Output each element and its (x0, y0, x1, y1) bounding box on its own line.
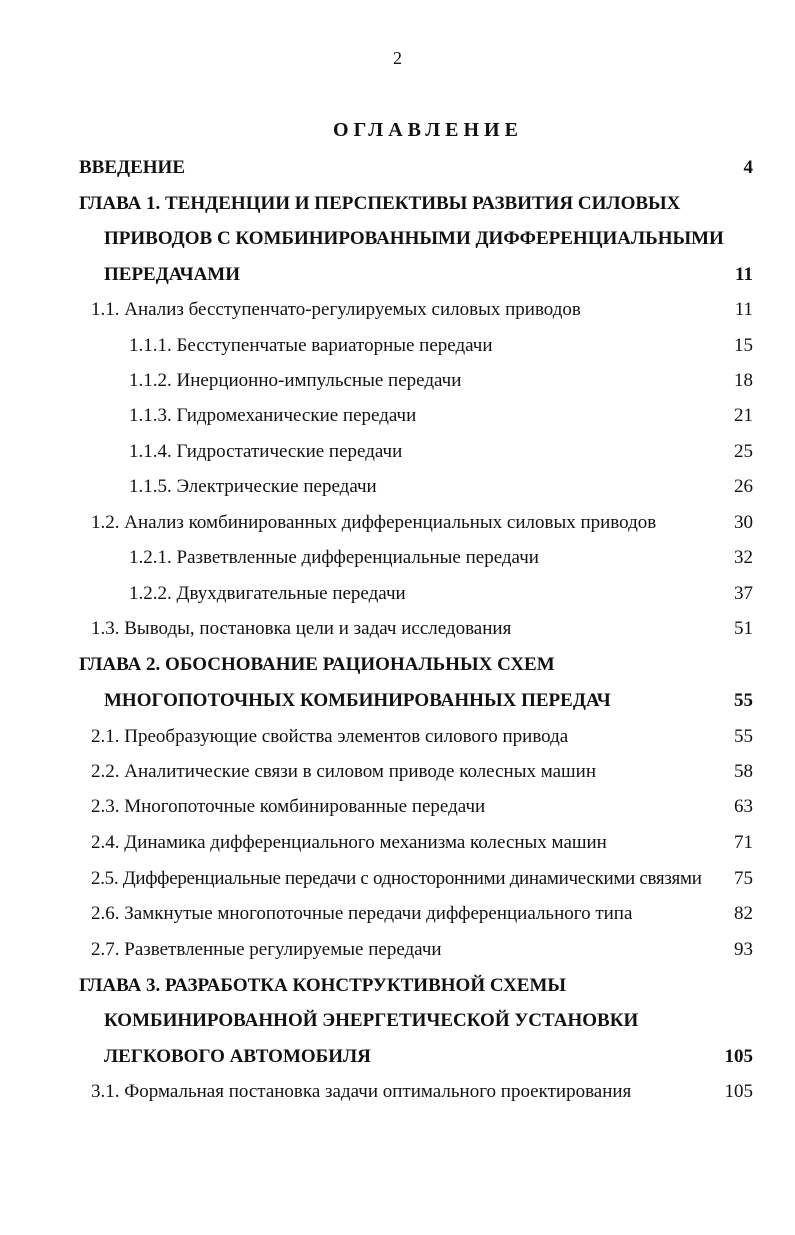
toc-s2-3-title[interactable]: 2.3. Многопоточные комбинированные передачи (91, 796, 486, 817)
toc-ch2-line2[interactable]: МНОГОПОТОЧНЫХ КОМБИНИРОВАННЫХ ПЕРЕДАЧ (104, 690, 611, 711)
toc-s2-2-title[interactable]: 2.2. Аналитические связи в силовом приводе колесных машин (91, 761, 597, 782)
toc-s1-2-page: 30 (734, 512, 753, 533)
toc-ch1-line2[interactable]: ПРИВОДОВ С КОМБИНИРОВАННЫМИ ДИФФЕРЕНЦИАЛЬНЫМИ (104, 228, 724, 249)
toc-ch2-page: 55 (734, 690, 753, 711)
toc-s2-2-page: 58 (734, 761, 753, 782)
toc-s1-2-1-page: 32 (734, 547, 753, 568)
toc-s2-6-page: 82 (734, 903, 753, 924)
toc-s2-7-title[interactable]: 2.7. Разветвленные регулируемые передачи (91, 939, 442, 960)
toc-s2-5-page: 75 (734, 868, 753, 889)
toc-s2-3-page: 63 (734, 796, 753, 817)
toc-s1-1-5-title[interactable]: 1.1.5. Электрические передачи (129, 476, 377, 497)
toc-s1-2-title[interactable]: 1.2. Анализ комбинированных дифференциальных силовых приводов (91, 512, 657, 533)
toc-ch1-page: 11 (735, 264, 753, 285)
page-number: 2 (393, 48, 402, 68)
toc-ch3-line3[interactable]: ЛЕГКОВОГО АВТОМОБИЛЯ (104, 1046, 371, 1067)
toc-s2-4-page: 71 (734, 832, 753, 853)
toc-title: ОГЛАВЛЕНИЕ (333, 119, 523, 141)
toc-s1-1-4-page: 25 (734, 441, 753, 462)
toc-s2-4-title[interactable]: 2.4. Динамика дифференциального механизма колесных машин (91, 832, 607, 853)
toc-s2-6-title[interactable]: 2.6. Замкнутые многопоточные передачи дифференциального типа (91, 903, 633, 924)
toc-s1-1-title[interactable]: 1.1. Анализ бесступенчато-регулируемых силовых приводов (91, 299, 581, 320)
toc-s1-3-title[interactable]: 1.3. Выводы, постановка цели и задач исследования (91, 618, 512, 639)
toc-s1-1-2-title[interactable]: 1.1.2. Инерционно-импульсные передачи (129, 370, 462, 391)
toc-s1-1-1-title[interactable]: 1.1.1. Бесступенчатые вариаторные передачи (129, 335, 493, 356)
toc-s3-1-title[interactable]: 3.1. Формальная постановка задачи оптимального проектирования (91, 1081, 632, 1102)
toc-ch3-line2[interactable]: КОМБИНИРОВАННОЙ ЭНЕРГЕТИЧЕСКОЙ УСТАНОВКИ (104, 1010, 639, 1031)
toc-intro-page: 4 (743, 157, 753, 178)
toc-s2-1-title[interactable]: 2.1. Преобразующие свойства элементов силового привода (91, 726, 569, 747)
toc-s1-2-2-page: 37 (734, 583, 753, 604)
toc-s1-1-5-page: 26 (734, 476, 753, 497)
toc-s1-2-1-title[interactable]: 1.2.1. Разветвленные дифференциальные передачи (129, 547, 539, 568)
toc-s2-1-page: 55 (734, 726, 753, 747)
toc-s1-3-page: 51 (734, 618, 753, 639)
toc-s1-2-2-title[interactable]: 1.2.2. Двухдвигательные передачи (129, 583, 406, 604)
toc-s2-7-page: 93 (734, 939, 753, 960)
toc-s1-1-4-title[interactable]: 1.1.4. Гидростатические передачи (129, 441, 403, 462)
toc-s1-1-3-page: 21 (734, 405, 753, 426)
toc-ch3-page: 105 (724, 1046, 753, 1067)
toc-s1-1-1-page: 15 (734, 335, 753, 356)
toc-ch1-line1[interactable]: ГЛАВА 1. ТЕНДЕНЦИИ И ПЕРСПЕКТИВЫ РАЗВИТИЯ СИЛОВЫХ (79, 193, 681, 214)
toc-s2-5-title[interactable]: 2.5. Дифференциальные передачи с односторонними динамическими связями (91, 868, 702, 889)
toc-s3-1-page: 105 (724, 1081, 753, 1102)
toc-intro-title[interactable]: ВВЕДЕНИЕ (79, 157, 185, 178)
toc-ch1-line3[interactable]: ПЕРЕДАЧАМИ (104, 264, 241, 285)
toc-s1-1-2-page: 18 (734, 370, 753, 391)
toc-s1-1-3-title[interactable]: 1.1.3. Гидромеханические передачи (129, 405, 417, 426)
toc-ch2-line1[interactable]: ГЛАВА 2. ОБОСНОВАНИЕ РАЦИОНАЛЬНЫХ СХЕМ (79, 654, 555, 675)
toc-s1-1-page: 11 (734, 299, 753, 320)
toc-ch3-line1[interactable]: ГЛАВА 3. РАЗРАБОТКА КОНСТРУКТИВНОЙ СХЕМЫ (79, 975, 567, 996)
